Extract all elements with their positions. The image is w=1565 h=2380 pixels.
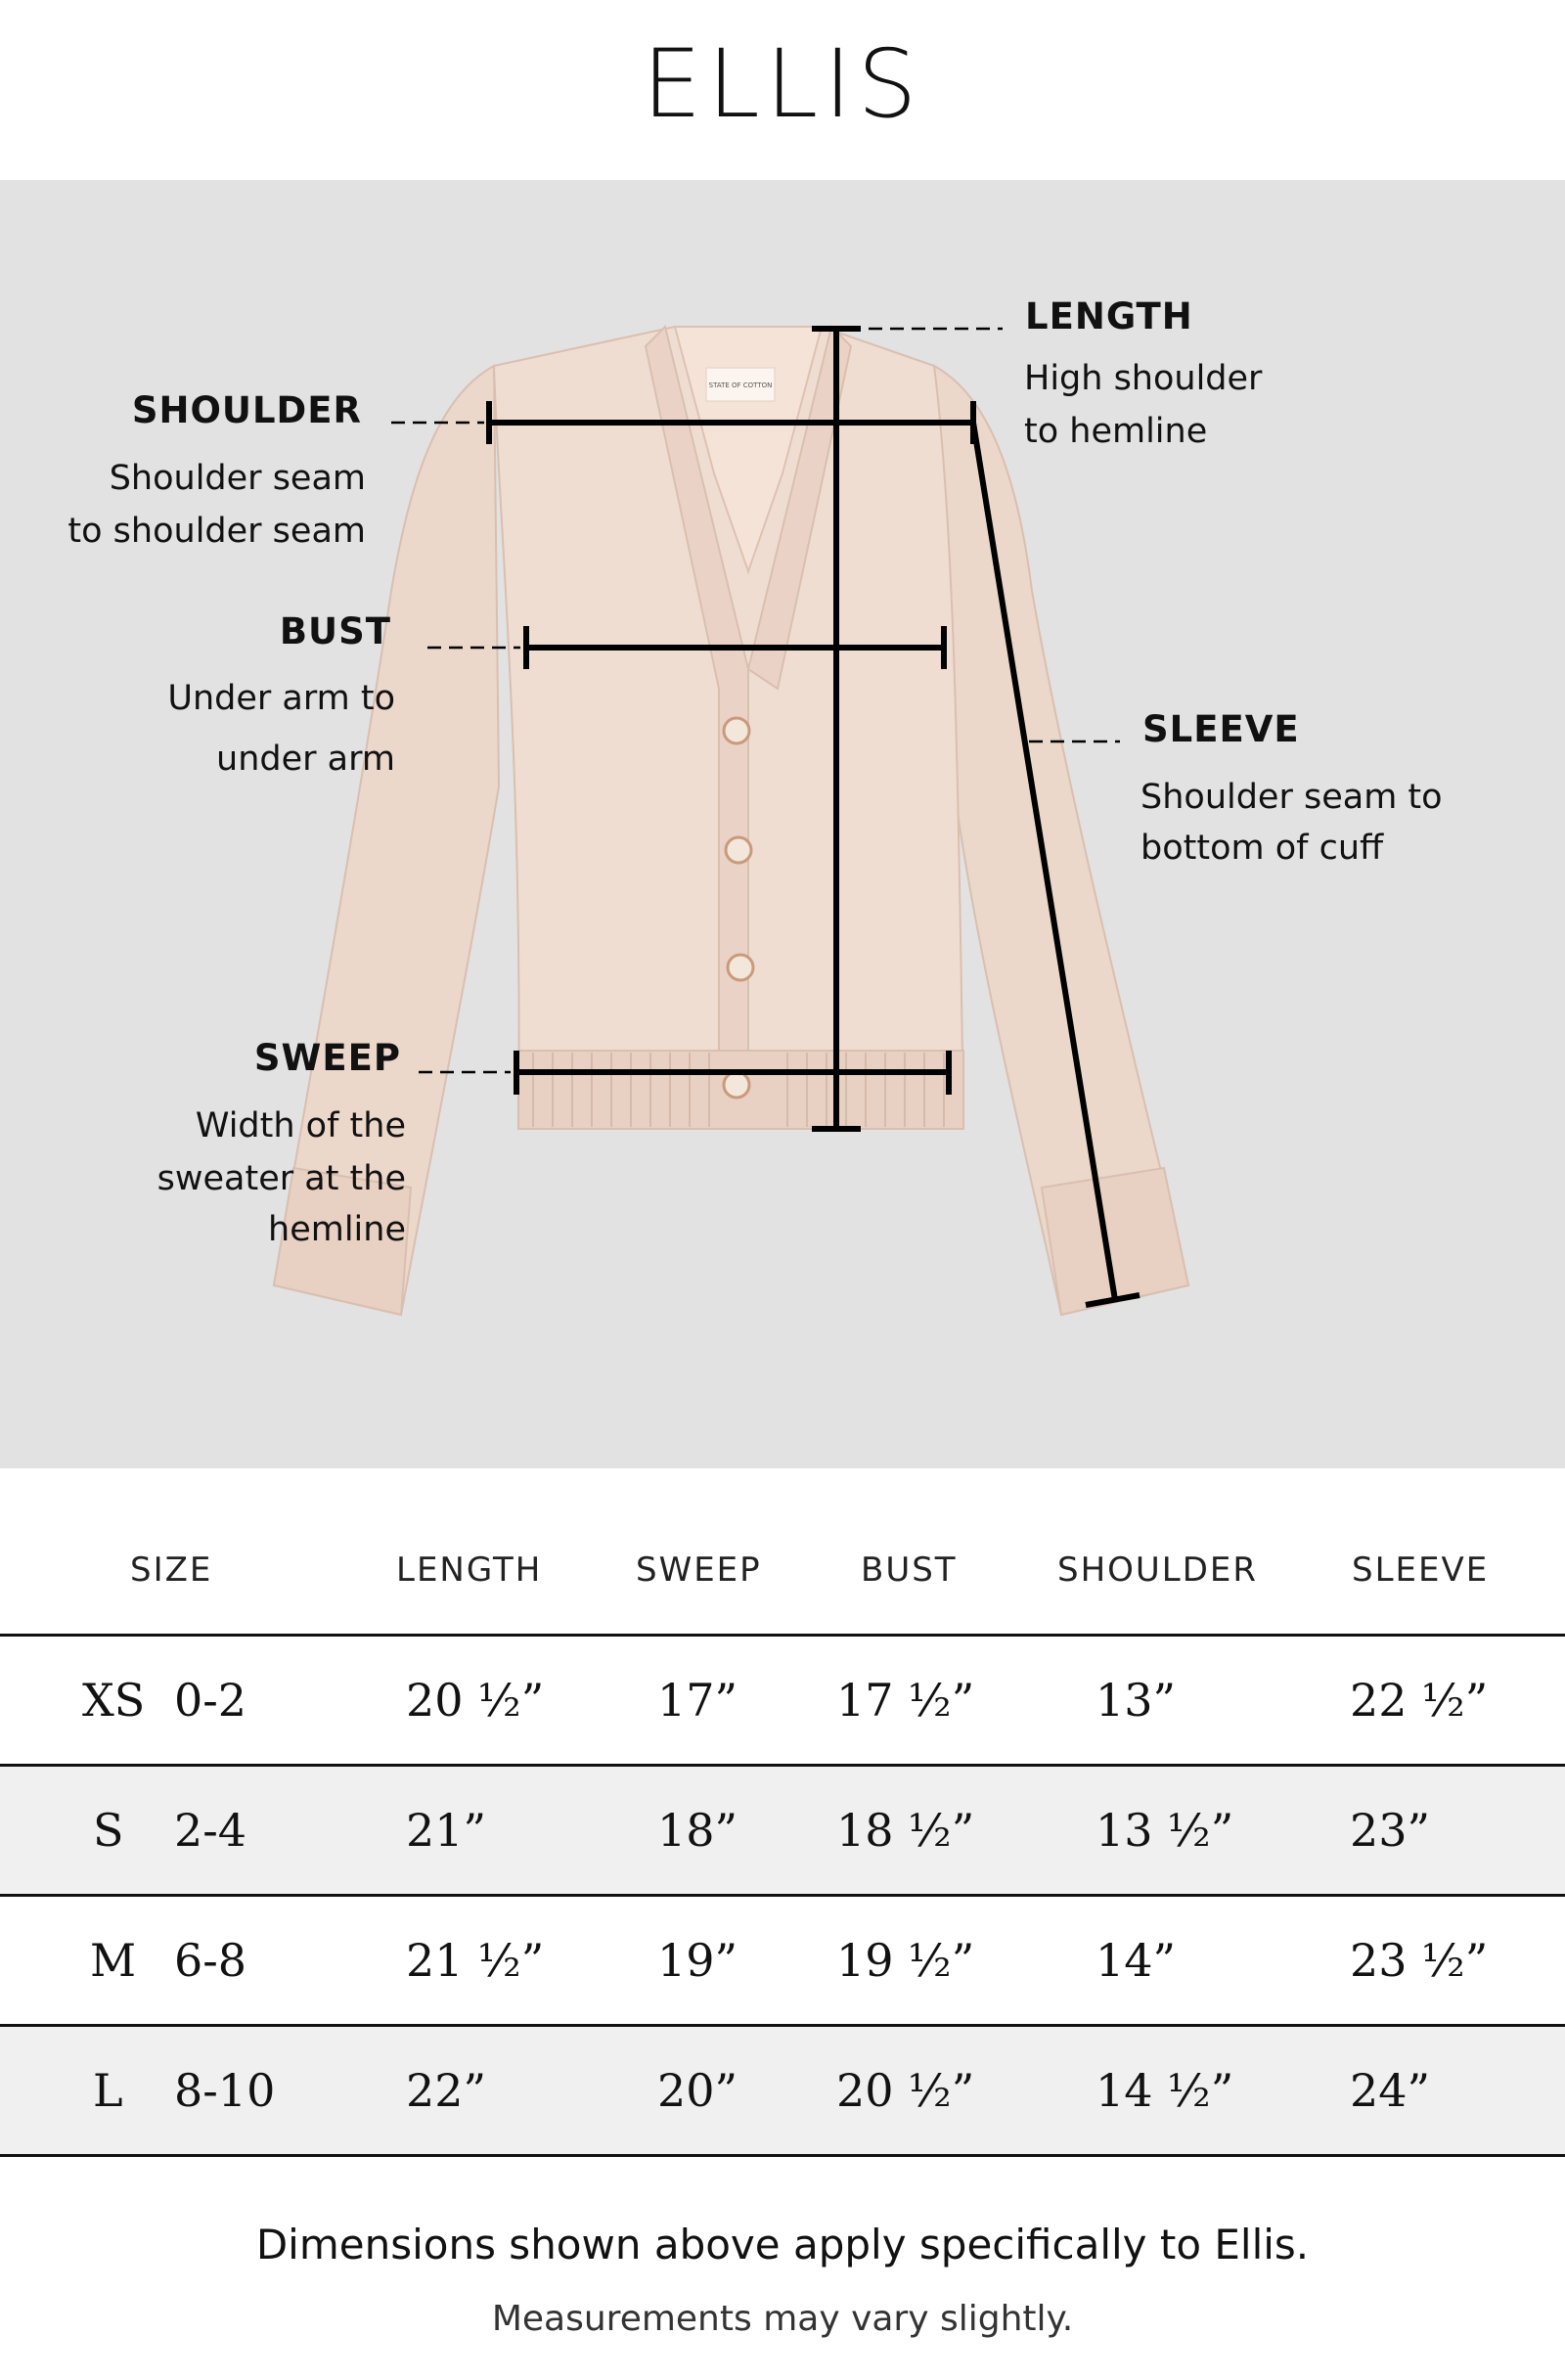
table-row <box>0 1637 1565 1767</box>
cell-length: 20 ½” <box>406 1674 545 1727</box>
shoulder-desc-2: to shoulder seam <box>67 512 366 551</box>
cell-range: 8-10 <box>174 2064 276 2117</box>
header-size: SIZE <box>130 1550 213 1590</box>
button-4 <box>724 1072 749 1098</box>
cell-sleeve: 23 ½” <box>1350 1934 1489 1987</box>
length-label: LENGTH <box>1025 295 1193 337</box>
button-2 <box>726 837 751 863</box>
sweep-desc-1: Width of the <box>195 1106 406 1145</box>
sweep-desc-2: sweater at the <box>156 1159 406 1198</box>
shoulder-label: SHOULDER <box>131 389 362 431</box>
header-bust: BUST <box>861 1550 958 1590</box>
cell-sweep: 20” <box>657 2064 738 2117</box>
header-length: LENGTH <box>396 1550 543 1590</box>
header-sweep: SWEEP <box>636 1550 762 1590</box>
bust-desc-2: under arm <box>216 740 395 779</box>
sleeve-label: SLEEVE <box>1142 708 1300 750</box>
header-sleeve: SLEEVE <box>1352 1550 1490 1590</box>
cell-size: S <box>93 1804 124 1857</box>
page-title: ELLIS <box>642 29 923 139</box>
button-3 <box>728 955 753 980</box>
cell-sweep: 18” <box>657 1804 738 1857</box>
table-row <box>0 1767 1565 1897</box>
cell-shoulder: 13” <box>1096 1674 1177 1727</box>
cell-bust: 19 ½” <box>836 1934 975 1987</box>
garment-tag-text: STATE OF COTTON <box>708 382 773 389</box>
shoulder-desc-1: Shoulder seam <box>109 459 366 498</box>
table-row <box>0 1897 1565 2027</box>
bust-desc-1: Under arm to <box>167 679 395 718</box>
cell-bust: 18 ½” <box>836 1804 975 1857</box>
cell-range: 0-2 <box>174 1674 247 1727</box>
bust-label: BUST <box>279 610 391 652</box>
cell-sleeve: 24” <box>1350 2064 1431 2117</box>
cell-sweep: 17” <box>657 1674 738 1727</box>
cell-length: 21 ½” <box>406 1934 545 1987</box>
cell-shoulder: 14 ½” <box>1096 2064 1234 2117</box>
cell-length: 21” <box>406 1804 487 1857</box>
cell-size: L <box>93 2064 123 2117</box>
table-header <box>0 1506 1565 1637</box>
cell-sleeve: 22 ½” <box>1350 1674 1489 1727</box>
footer-note: Dimensions shown above apply specifically to Ellis. <box>255 2221 1310 2268</box>
footer-disclaimer: Measurements may vary slightly. <box>491 2299 1074 2339</box>
cell-bust: 17 ½” <box>836 1674 975 1727</box>
size-chart-table <box>0 1506 1565 2157</box>
cell-size: M <box>90 1934 137 1987</box>
cell-sweep: 19” <box>657 1934 738 1987</box>
sleeve-desc-2: bottom of cuff <box>1140 829 1384 868</box>
cell-bust: 20 ½” <box>836 2064 975 2117</box>
cell-shoulder: 14” <box>1096 1934 1177 1987</box>
sweep-desc-3: hemline <box>268 1210 406 1249</box>
cell-range: 6-8 <box>174 1934 247 1987</box>
cell-length: 22” <box>406 2064 487 2117</box>
cell-size: XS <box>82 1674 146 1727</box>
length-desc-1: High shoulder <box>1024 359 1263 398</box>
button-1 <box>724 718 749 743</box>
measurement-diagram <box>0 180 1565 1468</box>
cell-sleeve: 23” <box>1350 1804 1431 1857</box>
cell-range: 2-4 <box>174 1804 247 1857</box>
sweep-label: SWEEP <box>253 1037 401 1079</box>
table-row <box>0 2027 1565 2157</box>
sleeve-desc-1: Shoulder seam to <box>1140 778 1443 817</box>
header-shoulder: SHOULDER <box>1057 1550 1259 1590</box>
cell-shoulder: 13 ½” <box>1096 1804 1234 1857</box>
length-desc-2: to hemline <box>1024 412 1208 451</box>
